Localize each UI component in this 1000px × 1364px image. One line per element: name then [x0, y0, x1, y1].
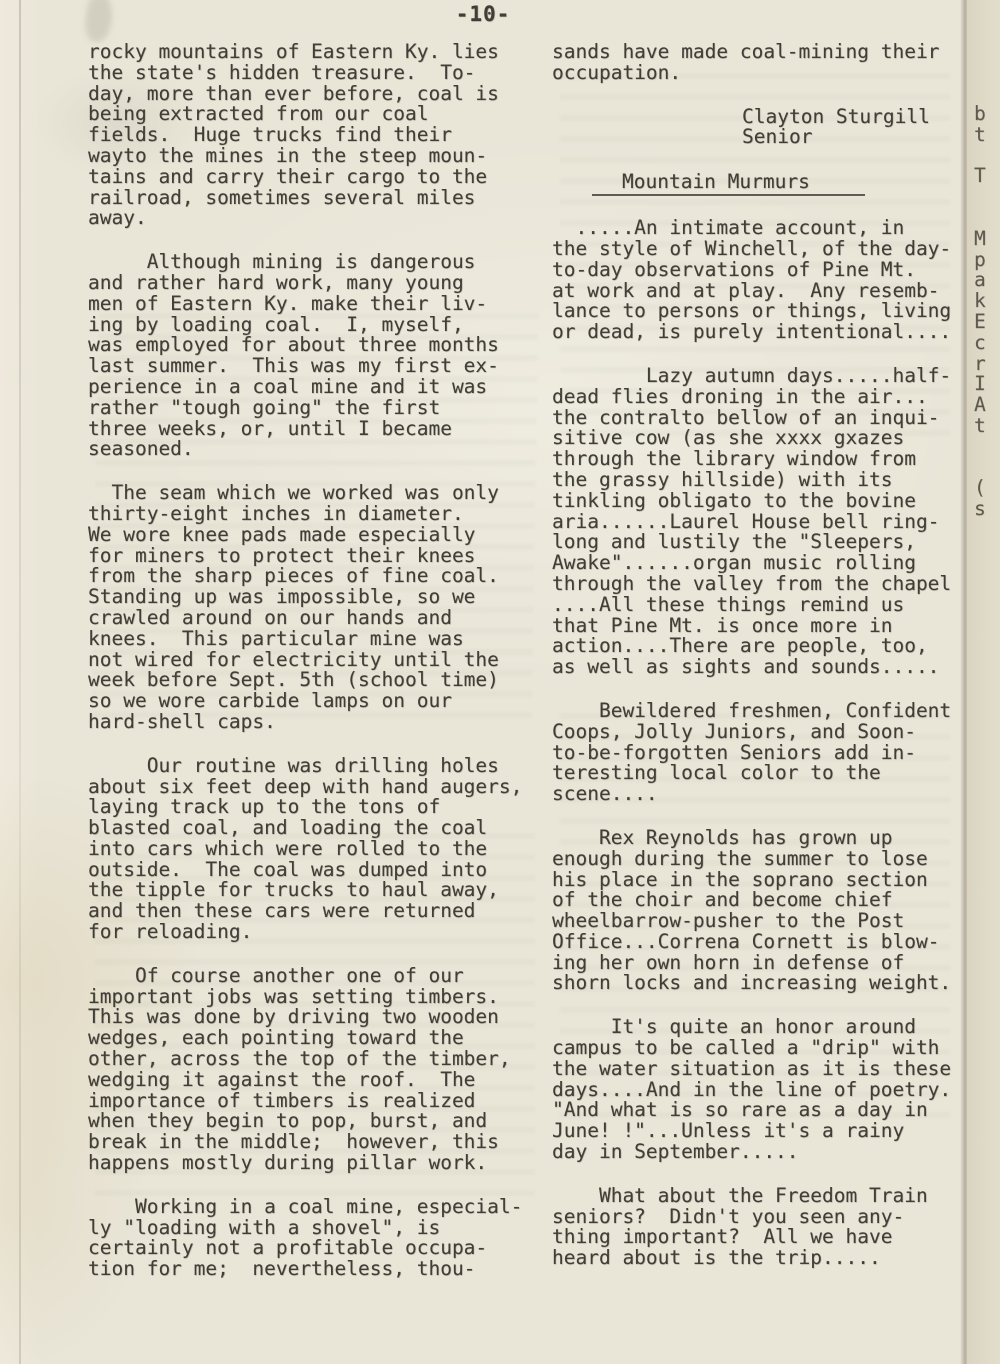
text-line: and then these cars were returned: [88, 899, 476, 923]
text-line: ....All these things remind us: [552, 592, 905, 616]
text-line: aria......Laurel House bell ring-: [552, 509, 940, 533]
edge-text-fragment: c: [974, 330, 986, 354]
text-line: shorn locks and increasing weight.: [552, 971, 952, 995]
text-line: The seam which we worked was only: [88, 481, 499, 505]
text-line: ing by loading coal. I, myself,: [88, 312, 464, 336]
text-line: Standing up was impossible, so we: [88, 585, 476, 609]
text-line: occupation.: [552, 60, 682, 84]
text-line: "And what is so rare as a day in: [552, 1098, 928, 1122]
edge-text-fragment: t: [974, 122, 986, 146]
text-line: tinkling obligato to the bovine: [552, 488, 916, 512]
text-line: action....There are people, too,: [552, 634, 928, 658]
edge-text-fragment: p: [974, 247, 986, 271]
left-column: [88, 42, 552, 1280]
text-line: the contralto bellow of an inqui-: [552, 405, 940, 429]
text-line: wayto the mines in the steep moun-: [88, 143, 488, 167]
edge-text-fragment: [967, 146, 1000, 167]
text-line: the style of Winchell, of the day-: [552, 236, 952, 260]
text-line: wedges, each pointing toward the: [88, 1026, 464, 1050]
text-line: .....An intimate account, in: [552, 216, 905, 240]
edge-text-fragment: a: [974, 268, 986, 292]
text-line: ly "loading with a shovel", is: [88, 1215, 441, 1239]
text-line: rather "tough going" the first: [88, 395, 441, 419]
text-line: the water situation as it is these: [552, 1056, 952, 1080]
section-heading: [552, 171, 964, 196]
paragraph: [88, 1194, 552, 1281]
paragraph: [88, 252, 552, 460]
text-line: What about the Freedom Train: [552, 1183, 928, 1207]
text-line: dead flies droning in the air...: [552, 384, 928, 408]
text-line: into cars which were rolled to the: [88, 836, 488, 860]
text-line: other, across the top of the timber,: [88, 1047, 511, 1071]
text-line: thirty-eight inches in diameter.: [88, 501, 464, 525]
text-line: important jobs was setting timbers.: [88, 984, 499, 1008]
text-line: long and lustily the "Sleepers,: [552, 530, 916, 554]
text-line: day, more than ever before, coal is: [88, 81, 499, 105]
page-columns: [88, 42, 964, 1280]
text-line: men of Eastern Ky. make their liv-: [88, 291, 488, 315]
text-line: for miners to protect their knees: [88, 543, 476, 567]
paragraph: [552, 825, 964, 995]
edge-text-fragment: k: [974, 289, 986, 313]
text-line: scene....: [552, 782, 658, 806]
text-line: laying track up to the tons of: [88, 795, 441, 819]
text-line: three weeks, or, until I became: [88, 416, 452, 440]
text-line: week before Sept. 5th (school time): [88, 668, 499, 692]
text-line: Working in a coal mine, especial-: [88, 1194, 523, 1218]
edge-text-fragment: (: [974, 476, 986, 500]
text-line: Although mining is dangerous: [88, 250, 476, 274]
text-line: rocky mountains of Eastern Ky. lies: [88, 40, 499, 63]
text-line: tion for me; nevertheless, thou-: [88, 1257, 476, 1281]
text-line: to-be-forgotten Seniors add in-: [552, 740, 916, 764]
text-line: seasoned.: [88, 437, 194, 461]
edge-text-fragment: T: [974, 164, 986, 188]
text-line: through the valley from the chapel: [552, 571, 952, 595]
text-line: last summer. This was my first ex-: [88, 354, 499, 378]
text-line: Senior: [742, 125, 813, 149]
text-line: the state's hidden treasure. To-: [88, 60, 476, 84]
text-line: Of course another one of our: [88, 963, 464, 987]
text-line: for reloading.: [88, 920, 253, 944]
text-line: certainly not a profitable occupa-: [88, 1236, 488, 1260]
text-line: his place in the soprano section: [552, 867, 928, 891]
text-line: as well as sights and sounds.....: [552, 655, 940, 679]
text-line: and rather hard work, many young: [88, 270, 464, 294]
page-number: -10-: [455, 2, 511, 26]
text-line: June! !"...Unless it's a rainy: [552, 1119, 905, 1143]
text-line: knees. This particular mine was: [88, 626, 464, 650]
author-byline: [742, 104, 964, 149]
text-line: sands have made coal-mining their: [552, 40, 940, 63]
text-line: lance to persons or things, living: [552, 299, 952, 323]
text-line: enough during the summer to lose: [552, 846, 928, 870]
adjacent-page-edge: [967, 0, 1000, 1364]
text-line: crawled around on our hands and: [88, 605, 452, 629]
text-line: Awake"......organ music rolling: [552, 551, 916, 575]
paragraph: [552, 1017, 964, 1163]
edge-text-fragment: s: [974, 497, 986, 521]
text-line: heard about is the trip.....: [552, 1246, 881, 1270]
text-line: not wired for electricity until the: [88, 647, 499, 671]
text-line: seniors? Didn't you seen any-: [552, 1204, 905, 1228]
text-line: the tipple for trucks to haul away,: [88, 878, 499, 902]
paragraph: [88, 963, 552, 1175]
edge-text-fragment: r: [974, 351, 986, 375]
text-line: at work and at play. Any resemb-: [552, 278, 940, 302]
text-line: was employed for about three months: [88, 333, 499, 357]
text-line: break in the middle; however, this: [88, 1130, 499, 1154]
text-line: It's quite an honor around: [552, 1015, 916, 1039]
text-line: Our routine was drilling holes: [88, 753, 499, 777]
section-heading-text: Mountain Murmurs: [592, 171, 865, 196]
edge-text-fragment: [967, 458, 1000, 479]
edge-text-fragment: E: [974, 309, 986, 333]
text-line: away.: [88, 206, 147, 230]
text-line: Clayton Sturgill: [742, 104, 930, 128]
text-line: We wore knee pads made especially: [88, 522, 476, 546]
paragraph: [552, 363, 964, 679]
edge-text-fragment: [967, 187, 1000, 208]
text-line: sitive cow (as she xxxx gxazes: [552, 426, 905, 450]
text-line: teresting local color to the: [552, 761, 881, 785]
text-line: being extracted from our coal: [88, 102, 429, 126]
text-line: happens mostly during pillar work.: [88, 1151, 488, 1175]
edge-text-fragment: I: [974, 372, 986, 396]
text-line: wheelbarrow-pusher to the Post: [552, 909, 905, 933]
text-line: hard-shell caps.: [88, 709, 276, 733]
text-line: that Pine Mt. is once more in: [552, 613, 893, 637]
paper-crease: [19, 0, 21, 1364]
paragraph: [552, 1183, 964, 1270]
text-line: day in September.....: [552, 1140, 799, 1164]
paragraph: [552, 698, 964, 806]
paragraph: [88, 753, 552, 944]
edge-text-fragment: b: [974, 102, 986, 125]
text-line: days....And in the line of poetry.: [552, 1077, 952, 1101]
text-line: about six feet deep with hand augers,: [88, 774, 523, 798]
text-line: railroad, sometimes several miles: [88, 185, 476, 209]
text-line: Coops, Jolly Juniors, and Soon-: [552, 719, 916, 743]
text-line: so we wore carbide lamps on our: [88, 689, 452, 713]
paragraph: [88, 483, 552, 733]
text-line: This was done by driving two wooden: [88, 1005, 499, 1029]
edge-text-fragment: [967, 208, 1000, 229]
text-line: Office...Correna Cornett is blow-: [552, 929, 940, 953]
text-line: Rex Reynolds has grown up: [552, 825, 893, 849]
text-line: wedging it against the roof. The: [88, 1067, 476, 1091]
text-line: of the choir and become chief: [552, 888, 893, 912]
text-line: perience in a coal mine and it was: [88, 374, 488, 398]
paragraph: [552, 42, 964, 84]
right-column: [552, 42, 964, 1269]
text-line: to-day observations of Pine Mt.: [552, 257, 916, 281]
text-line: the grassy hillside) with its: [552, 467, 893, 491]
text-line: Lazy autumn days.....half-: [552, 363, 952, 387]
text-line: from the sharp pieces of fine coal.: [88, 564, 499, 588]
text-line: Bewildered freshmen, Confident: [552, 698, 952, 722]
edge-text-fragment: [967, 437, 1000, 458]
text-line: thing important? All we have: [552, 1225, 893, 1249]
text-line: through the library window from: [552, 447, 916, 471]
edge-text-fragment: A: [974, 393, 986, 417]
text-line: tains and carry their cargo to the: [88, 164, 488, 188]
text-line: importance of timbers is realized: [88, 1088, 476, 1112]
text-line: or dead, is purely intentional....: [552, 320, 952, 344]
paragraph: [552, 218, 964, 343]
text-line: ing her own horn in defense of: [552, 950, 905, 974]
text-line: outside. The coal was dumped into: [88, 857, 488, 881]
text-line: campus to be called a "drip" with: [552, 1036, 940, 1060]
text-line: when they begin to pop, burst, and: [88, 1109, 488, 1133]
edge-text-fragment: M: [974, 226, 986, 250]
paragraph: [88, 42, 552, 229]
text-line: blasted coal, and loading the coal: [88, 816, 488, 840]
text-line: fields. Huge trucks find their: [88, 123, 452, 147]
edge-text-fragment: t: [974, 413, 986, 437]
